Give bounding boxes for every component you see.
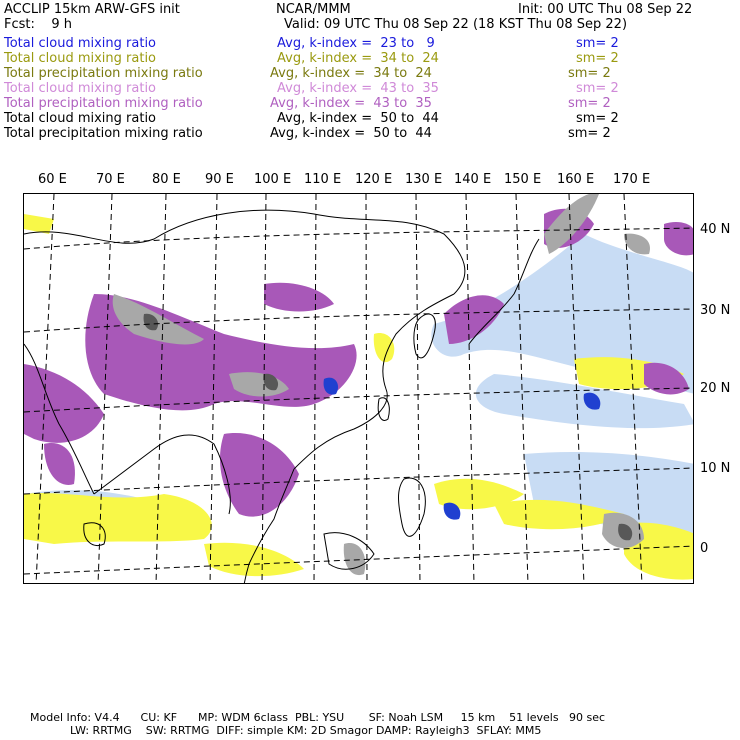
- field-avg-range: Avg, k-index = 50 to 44: [270, 126, 432, 141]
- map-canvas: [24, 194, 694, 584]
- field-row: [0, 111, 740, 126]
- field-name: Total precipitation mixing ratio: [4, 66, 203, 81]
- init-time: Init: 00 UTC Thu 08 Sep 22: [518, 2, 693, 17]
- field-row: [0, 96, 740, 111]
- high-cloud-region: [664, 222, 694, 255]
- longitude-label: 170 E: [613, 172, 651, 187]
- philippines-coast: [399, 478, 426, 536]
- longitude-label: 90 E: [205, 172, 234, 187]
- field-smoothing: sm= 2: [568, 66, 611, 81]
- northern-border: [24, 210, 465, 294]
- mid-cloud-region: [374, 333, 395, 362]
- mid-cloud-region: [204, 543, 304, 576]
- valid-time: Valid: 09 UTC Thu 08 Sep 22 (18 KST Thu 08 Sep 22): [284, 17, 628, 32]
- latitude-label: 0: [700, 541, 709, 556]
- field-avg-range: Avg, k-index = 50 to 44: [277, 111, 439, 126]
- high-cloud-region: [24, 364, 104, 443]
- high-cloud-region: [220, 433, 299, 517]
- high-cloud-region: [44, 443, 75, 485]
- latitude-label: 20 N: [700, 381, 731, 396]
- field-row: [0, 36, 740, 51]
- longitude-label: 110 E: [304, 172, 342, 187]
- field-row: [0, 51, 740, 66]
- forecast-map: [23, 193, 694, 584]
- longitude-label: 100 E: [254, 172, 292, 187]
- field-smoothing: sm= 2: [576, 81, 619, 96]
- field-name: Total cloud mixing ratio: [4, 111, 157, 126]
- top-cloud-region: [344, 543, 366, 575]
- field-avg-range: Avg, k-index = 23 to 9: [277, 36, 435, 51]
- model-info-line: Model Info: V4.4 CU: KF MP: WDM 6class PBL: YSU SF: Noah LSM 15 km 51 levels 90 sec: [30, 711, 606, 724]
- field-smoothing: sm= 2: [568, 96, 611, 111]
- longitude-label: 140 E: [454, 172, 492, 187]
- latitude-label: 40 N: [700, 222, 731, 237]
- field-avg-range: Avg, k-index = 34 to 24: [270, 66, 432, 81]
- field-name: Total cloud mixing ratio: [4, 51, 157, 66]
- forecast-hour: Fcst: 9 h: [4, 17, 73, 32]
- longitude-label: 70 E: [96, 172, 125, 187]
- model-physics-line: LW: RRTMG SW: RRTMG DIFF: simple KM: 2D Smagor DAMP: Rayleigh3 SFLAY: MM5: [70, 724, 542, 737]
- longitude-label: 160 E: [557, 172, 595, 187]
- field-avg-range: Avg, k-index = 34 to 24: [277, 51, 439, 66]
- taiwan-coast: [378, 398, 389, 421]
- field-smoothing: sm= 2: [576, 111, 619, 126]
- field-name: Total precipitation mixing ratio: [4, 96, 203, 111]
- field-avg-range: Avg, k-index = 43 to 35: [270, 96, 432, 111]
- latitude-label: 30 N: [700, 303, 731, 318]
- longitude-line: [466, 194, 474, 584]
- organization-label: NCAR/MMM: [276, 2, 351, 17]
- field-avg-range: Avg, k-index = 43 to 35: [277, 81, 439, 96]
- field-smoothing: sm= 2: [576, 36, 619, 51]
- longitude-label: 120 E: [355, 172, 393, 187]
- map-title: ACCLIP 15km ARW-GFS init: [4, 2, 180, 17]
- field-name: Total cloud mixing ratio: [4, 36, 157, 51]
- mid-cloud-region: [24, 493, 212, 544]
- field-smoothing: sm= 2: [568, 126, 611, 141]
- longitude-label: 80 E: [152, 172, 181, 187]
- field-row: [0, 126, 740, 141]
- field-row: [0, 66, 740, 81]
- high-cloud-region: [264, 283, 334, 312]
- longitude-label: 130 E: [405, 172, 443, 187]
- longitude-label: 60 E: [38, 172, 67, 187]
- field-name: Total precipitation mixing ratio: [4, 126, 203, 141]
- mid-cloud-region: [24, 214, 54, 234]
- field-row: [0, 81, 740, 96]
- field-smoothing: sm= 2: [576, 51, 619, 66]
- latitude-label: 10 N: [700, 461, 731, 476]
- longitude-label: 150 E: [504, 172, 542, 187]
- field-name: Total cloud mixing ratio: [4, 81, 157, 96]
- longitude-line: [366, 194, 367, 584]
